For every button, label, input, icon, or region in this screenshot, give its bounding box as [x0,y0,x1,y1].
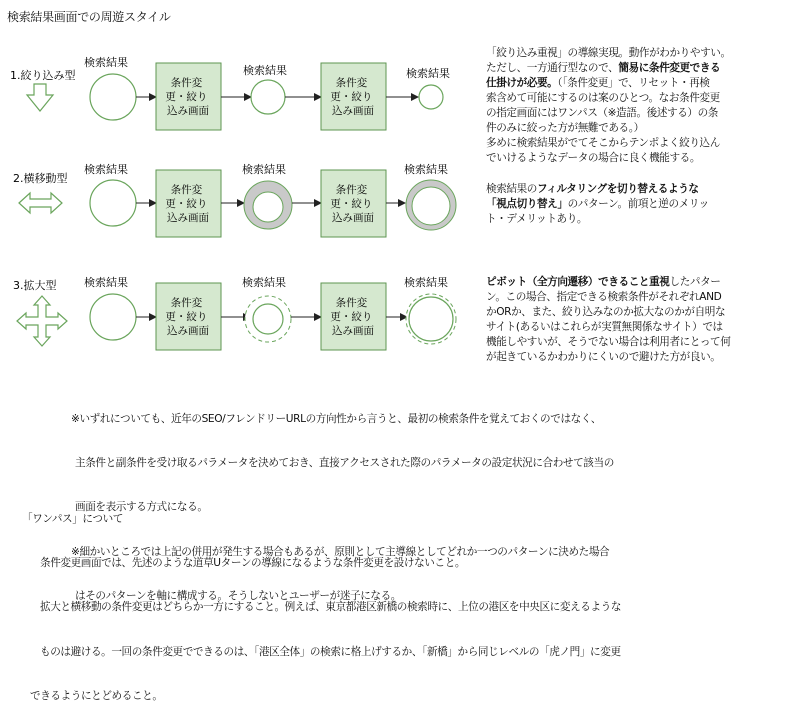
description-text: ト・デメリットあり。 [486,213,588,225]
description-text: 件のみに絞った方が無難である。） [486,122,644,134]
svg-text:条件変 更・絞り 込み画面 [165,76,210,117]
box-text-line: 込み画面 [167,212,209,224]
row-3-result-circle-inner [409,297,453,341]
description-text: 「絞り込み重視」の導線実現。動作がわかりやすい。 [486,47,731,59]
onepass-line: 拡大と横移動の条件変更はどちらか一方にすること。例えば、東京都港区新橋の検索時に、上位の港区を中央区に変えるような [40,601,622,614]
box-text-line: 更・絞り [165,311,208,323]
box-text-line: 込み画面 [332,325,374,337]
row-3-title: 3.拡大型 [13,279,57,292]
description-text: でいけるようなデータの場合に良く機能する。 [486,152,701,164]
description-text: 多めに検索結果がでてそこからテンポよく絞り込ん [486,137,720,149]
row-1-result-circle-medium [251,80,285,114]
box-text-line: 条件変 [335,184,368,196]
emphasis-text: フィルタリングを切り替えるような [536,183,699,195]
onepass-line: ものは避ける。一回の条件変更でできるのは、「港区全体」の検索に格上げするか、「新橋」から同じレベルの「虎ノ門」に変更 [40,645,621,658]
description-text: したパター [669,276,721,288]
box-text-line: 条件変 [170,77,203,89]
description-line [486,335,730,350]
box-text-line: 条件変 [170,184,203,196]
row-3-result-circle-inner [253,304,283,334]
box-text-line: 条件変 [335,77,368,89]
note-line: 画面を表示する方式になる。 [75,501,208,514]
onepass-section [22,482,621,719]
row-3-result-label-2: 検索結果 [242,276,286,289]
description-text: のパターン。前項と逆のメリッ [567,198,709,210]
box-text-line: 更・絞り [165,198,208,210]
row-2-result-circle [90,180,136,226]
description-text: ン。この場合、指定できる検索条件がそれぞれAND [486,291,722,303]
row-1-result-label-1: 検索結果 [84,56,128,69]
box-text-line: 更・絞り [330,311,373,323]
description-line [486,136,731,151]
description-text: かORか、また、絞り込みなのか拡大なのかが自明な [486,306,726,318]
row-3-description [486,275,730,365]
box-text-line: 込み画面 [167,325,209,337]
box-text-line: 条件変 [335,297,368,309]
description-text: の指定画面にはワンパス（※造語。後述する）の条 [486,107,718,119]
description-text: 機能しやすいが、そうでない場合は利用者にとって何 [486,336,731,348]
emphasis-text: ピボット（全方向遷移）できること重視 [486,276,670,288]
row-2-result-ring-inner [253,192,283,222]
row-2-result-label-1: 検索結果 [84,163,128,176]
four-way-arrow-icon [17,296,67,346]
row-1-description [486,46,731,166]
box-text-line: 込み画面 [332,105,374,117]
description-text: 検索結果の [486,183,537,195]
emphasis-text: 仕掛けが必要。 [486,77,558,89]
description-line [486,320,730,335]
row-1-result-label-2: 検索結果 [243,64,287,77]
description-line [486,275,730,290]
description-text: （「条件変更」で、リセット・再検 [557,77,710,89]
svg-text:条件変 更・絞り 込み画面 [165,296,210,337]
description-line [486,76,731,91]
row-3-result-label-3: 検索結果 [404,276,448,289]
box-text-line: 更・絞り [330,91,373,103]
description-line [486,46,731,61]
description-line [486,212,709,227]
description-line [486,197,709,212]
row-2-title: 2.横移動型 [13,172,68,185]
row-1-result-circle-large [90,74,136,120]
row-1-result-circle-small [419,85,443,109]
row-2-description [486,182,709,227]
row-2-result-label-2: 検索結果 [242,163,286,176]
svg-text:条件変 更・絞り 込み画面 [330,76,375,117]
down-arrow-icon [27,84,53,111]
row-1-result-label-3: 検索結果 [406,67,450,80]
description-text: 索含めて可能にするのは案のひとつ。なお条件変更 [486,92,720,104]
box-text-line: 更・絞り [165,91,208,103]
description-text: が起きているかわかりにくいので避けた方が良い。 [486,351,721,363]
description-line [486,151,731,166]
description-line [486,182,709,197]
row-3-result-label-1: 検索結果 [84,276,128,289]
emphasis-text: 簡易に条件変更できる [618,62,721,74]
onepass-line: できるようにとどめること。 [30,690,163,703]
box-text-line: 更・絞り [330,198,373,210]
box-text-line: 込み画面 [167,105,209,117]
row-2-result-label-3: 検索結果 [404,163,448,176]
row-2-result-ring-inner [412,187,450,225]
note-line: はそのパターンを軸に構成する。そうしないとユーザーが迷子になる。 [75,590,401,603]
page-title: 検索結果画面での周遊スタイル [7,10,171,24]
emphasis-text: 「視点切り替え」 [486,198,568,210]
description-line [486,106,731,121]
description-text: ただし、一方通行型なので、 [486,62,619,74]
description-text: サイト(あるいはこれらが実質無関係なサイト）では [486,321,723,333]
row-3-result-circle [90,294,136,340]
description-line [486,91,731,106]
description-line [486,121,731,136]
left-right-arrow-icon [19,193,62,213]
svg-text:条件変 更・絞り 込み画面 [165,183,210,224]
description-line [486,350,730,365]
description-line [486,61,731,76]
onepass-heading: 「ワンパス」について [22,512,123,525]
note-line: ※細かいところでは上記の併用が発生する場合もあるが、原則として主導線としてどれか一つのパターンに決めた場合 [71,545,610,558]
description-line [486,305,730,320]
box-text-line: 込み画面 [332,212,374,224]
note-line: 主条件と副条件を受け取るパラメータを決めておき、直接アクセスされた際のパラメータの設定状況に合わせて該当の [75,456,614,469]
note-line: ※いずれについても、近年のSEO/フレンドリーURLの方向性から言うと、最初の検索条件を覚えておくのではなく、 [71,412,602,425]
row-1-title: 1.絞り込み型 [10,69,76,82]
onepass-line: 条件変更画面では、先述のような道草Uターンの導線になるような条件変更を設けないこと。 [40,556,466,569]
description-line [486,290,730,305]
box-text-line: 条件変 [170,297,203,309]
svg-text:条件変 更・絞り 込み画面 [330,296,375,337]
svg-text:条件変 更・絞り 込み画面 [330,183,375,224]
